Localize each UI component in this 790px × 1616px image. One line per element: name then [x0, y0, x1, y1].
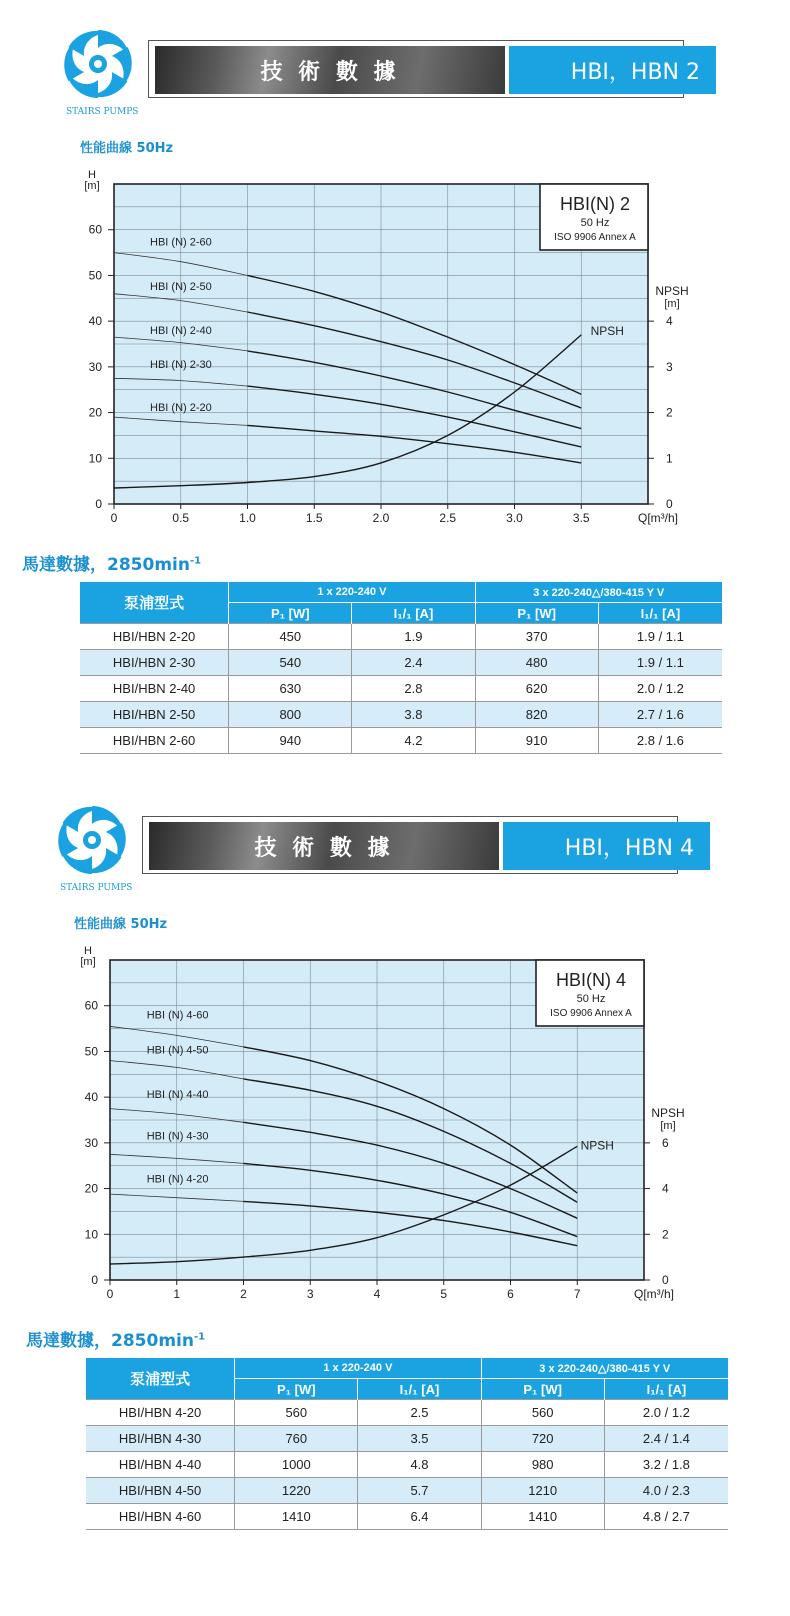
value-cell: 2.4 / 1.4	[604, 1426, 728, 1452]
legend-title: HBI(N) 4	[555, 970, 627, 990]
section-banner	[148, 40, 700, 98]
series-label: HBI (N) 4-20	[146, 1173, 209, 1186]
series-label: HBI (N) 2-40	[150, 324, 212, 337]
motor-data-title-text: 馬達數據，2850min	[26, 1331, 194, 1351]
x-tick-label: 0	[106, 1287, 114, 1301]
y2-axis-unit: [m]	[660, 1119, 676, 1132]
y-tick-label: 20	[88, 405, 102, 420]
col-header-p1: P₁ [W]	[229, 603, 352, 624]
performance-chart	[0, 936, 790, 1316]
section-hbn2	[0, 0, 790, 780]
value-cell: 4.0 / 2.3	[604, 1478, 728, 1504]
x-tick-label: 0	[110, 511, 118, 525]
table-row	[80, 702, 722, 728]
x-tick-label: 6	[507, 1287, 514, 1301]
table-row	[86, 1452, 728, 1478]
legend-standard: ISO 9906 Annex A	[550, 1008, 632, 1019]
y2-tick-label: 4	[662, 1181, 669, 1196]
x-tick-label: 3.0	[506, 511, 523, 525]
x-tick-label: 2.5	[439, 511, 457, 525]
npsh-label: NPSH	[590, 323, 624, 338]
motor-data-title-text: 馬達數據，2850min	[22, 555, 190, 575]
value-cell: 820	[475, 702, 598, 728]
x-tick-label: 3	[306, 1287, 314, 1301]
value-cell: 3.2 / 1.8	[604, 1452, 728, 1478]
value-cell: 2.0 / 1.2	[604, 1400, 728, 1426]
value-cell: 1210	[481, 1478, 604, 1504]
table-row	[86, 1478, 728, 1504]
legend-frequency: 50 Hz	[576, 993, 606, 1005]
model-cell: HBI/HBN 2-20	[80, 624, 229, 650]
table-row	[86, 1504, 728, 1530]
value-cell: 2.7 / 1.6	[598, 702, 722, 728]
value-cell: 630	[229, 676, 352, 702]
motor-data-title-sup: -1	[189, 555, 202, 567]
value-cell: 910	[475, 728, 598, 754]
group-header-1ph: 1 x 220-240 V	[235, 1358, 481, 1379]
col-header-p1: P₁ [W]	[235, 1379, 358, 1400]
y2-tick-label: 0	[662, 1273, 669, 1287]
model-cell: HBI/HBN 2-40	[80, 676, 229, 702]
series-label: HBI (N) 4-60	[146, 1009, 209, 1022]
value-cell: 4.2	[352, 728, 475, 754]
x-tick-label: 1.5	[305, 511, 323, 525]
value-cell: 5.7	[358, 1478, 481, 1504]
value-cell: 1.9	[352, 624, 475, 650]
y-tick-label: 40	[84, 1090, 98, 1105]
model-header: 泵浦型式	[80, 582, 229, 624]
model-cell: HBI/HBN 4-40	[86, 1452, 235, 1478]
legend-standard: ISO 9906 Annex A	[554, 232, 636, 243]
y-tick-label: 50	[88, 268, 102, 283]
y-tick-label: 10	[88, 451, 102, 466]
table-row	[80, 624, 722, 650]
y-tick-label: 0	[91, 1273, 98, 1287]
y-axis-label: H	[84, 945, 92, 957]
value-cell: 1.9 / 1.1	[598, 624, 722, 650]
value-cell: 1410	[235, 1504, 358, 1530]
value-cell: 720	[481, 1426, 604, 1452]
y-axis-unit: [m]	[84, 180, 100, 192]
model-cell: HBI/HBN 2-60	[80, 728, 229, 754]
y-axis-unit: [m]	[80, 956, 96, 968]
stairs-pumps-logo-icon	[62, 28, 134, 100]
y2-tick-label: 1	[666, 451, 673, 466]
x-tick-label: 1.0	[239, 511, 256, 525]
x-tick-label: 7	[573, 1287, 581, 1301]
section-banner	[142, 816, 694, 874]
model-header: 泵浦型式	[86, 1358, 235, 1400]
value-cell: 980	[481, 1452, 604, 1478]
brand-name: STAIRS PUMPS	[60, 883, 133, 893]
series-label: HBI (N) 4-30	[146, 1130, 209, 1143]
y-tick-label: 30	[84, 1135, 98, 1150]
value-cell: 540	[229, 650, 352, 676]
model-cell: HBI/HBN 4-20	[86, 1400, 235, 1426]
value-cell: 370	[475, 624, 598, 650]
banner-title: 技 術 數 據	[149, 822, 499, 870]
y-axis-label: H	[88, 169, 96, 181]
y-tick-label: 40	[88, 314, 102, 329]
table-row	[86, 1400, 728, 1426]
chart-subtitle: 性能曲線 50Hz	[74, 917, 168, 932]
col-header-i: I₁/₁ [A]	[598, 603, 722, 624]
x-axis-label: Q[m³/h]	[633, 1287, 675, 1301]
legend-title: HBI(N) 2	[559, 194, 631, 214]
group-header-3ph: 3 x 220-240△/380-415 Y V	[481, 1358, 728, 1379]
col-header-i: I₁/₁ [A]	[352, 603, 475, 624]
col-header-p1: P₁ [W]	[475, 603, 598, 624]
value-cell: 620	[475, 676, 598, 702]
value-cell: 2.0 / 1.2	[598, 676, 722, 702]
model-cell: HBI/HBN 2-50	[80, 702, 229, 728]
motor-data-title	[26, 1326, 205, 1351]
col-header-i: I₁/₁ [A]	[604, 1379, 728, 1400]
value-cell: 450	[229, 624, 352, 650]
group-header-1ph: 1 x 220-240 V	[229, 582, 475, 603]
x-tick-label: 1	[173, 1287, 181, 1301]
value-cell: 3.5	[358, 1426, 481, 1452]
series-label: HBI (N) 2-50	[150, 281, 212, 294]
motor-data-table	[86, 1358, 728, 1530]
banner-model: HBI，HBN 4	[503, 822, 710, 870]
value-cell: 3.8	[352, 702, 475, 728]
banner-title: 技 術 數 據	[155, 46, 505, 94]
x-tick-label: 2.0	[372, 511, 390, 525]
col-header-p1: P₁ [W]	[481, 1379, 604, 1400]
y-tick-label: 10	[84, 1227, 98, 1242]
x-tick-label: 5	[440, 1287, 448, 1301]
value-cell: 4.8	[358, 1452, 481, 1478]
legend-frequency: 50 Hz	[580, 217, 610, 229]
value-cell: 1000	[235, 1452, 358, 1478]
y-tick-label: 20	[84, 1181, 98, 1196]
x-tick-label: 4	[373, 1287, 381, 1301]
table-row	[86, 1426, 728, 1452]
npsh-label: NPSH	[580, 1138, 614, 1153]
value-cell: 4.8 / 2.7	[604, 1504, 728, 1530]
y2-tick-label: 2	[666, 405, 673, 420]
series-label: HBI (N) 2-20	[150, 402, 212, 415]
model-cell: HBI/HBN 4-30	[86, 1426, 235, 1452]
model-cell: HBI/HBN 4-60	[86, 1504, 235, 1530]
table-row	[80, 728, 722, 754]
y-tick-label: 50	[84, 1044, 98, 1059]
value-cell: 1410	[481, 1504, 604, 1530]
y2-axis-label: NPSH	[655, 284, 689, 299]
value-cell: 2.8	[352, 676, 475, 702]
value-cell: 1.9 / 1.1	[598, 650, 722, 676]
y-tick-label: 30	[88, 359, 102, 374]
banner-model: HBI，HBN 2	[509, 46, 716, 94]
value-cell: 800	[229, 702, 352, 728]
motor-data-title	[22, 550, 201, 575]
chart-subtitle: 性能曲線 50Hz	[80, 141, 174, 156]
y2-tick-label: 6	[662, 1135, 669, 1150]
x-tick-label: 0.5	[172, 511, 190, 525]
value-cell: 760	[235, 1426, 358, 1452]
series-label: HBI (N) 2-60	[150, 236, 212, 249]
x-axis-label: Q[m³/h]	[637, 511, 679, 525]
motor-data-table	[80, 582, 722, 754]
y2-tick-label: 3	[666, 359, 673, 374]
y2-tick-label: 4	[666, 314, 673, 329]
stairs-pumps-logo-icon	[56, 804, 128, 876]
model-cell: HBI/HBN 2-30	[80, 650, 229, 676]
series-label: HBI (N) 4-40	[146, 1089, 209, 1102]
value-cell: 560	[481, 1400, 604, 1426]
value-cell: 560	[235, 1400, 358, 1426]
y-tick-label: 0	[95, 497, 102, 511]
section-hbn4	[0, 776, 790, 1616]
table-row	[80, 650, 722, 676]
y-tick-label: 60	[84, 998, 98, 1013]
x-tick-label: 3.5	[572, 511, 590, 525]
performance-chart	[0, 160, 790, 540]
motor-data-title-sup: -1	[193, 1331, 206, 1343]
col-header-i: I₁/₁ [A]	[358, 1379, 481, 1400]
y2-axis-label: NPSH	[651, 1105, 685, 1120]
y-tick-label: 60	[88, 222, 102, 237]
y2-tick-label: 0	[666, 497, 673, 511]
value-cell: 940	[229, 728, 352, 754]
series-label: HBI (N) 2-30	[150, 358, 212, 371]
x-tick-label: 2	[240, 1287, 247, 1301]
table-row	[80, 676, 722, 702]
value-cell: 2.8 / 1.6	[598, 728, 722, 754]
group-header-3ph: 3 x 220-240△/380-415 Y V	[475, 582, 722, 603]
y2-axis-unit: [m]	[664, 298, 680, 311]
model-cell: HBI/HBN 4-50	[86, 1478, 235, 1504]
brand-name: STAIRS PUMPS	[66, 107, 139, 117]
series-label: HBI (N) 4-50	[146, 1044, 209, 1057]
value-cell: 2.5	[358, 1400, 481, 1426]
value-cell: 6.4	[358, 1504, 481, 1530]
y2-tick-label: 2	[662, 1227, 669, 1242]
value-cell: 2.4	[352, 650, 475, 676]
value-cell: 1220	[235, 1478, 358, 1504]
value-cell: 480	[475, 650, 598, 676]
